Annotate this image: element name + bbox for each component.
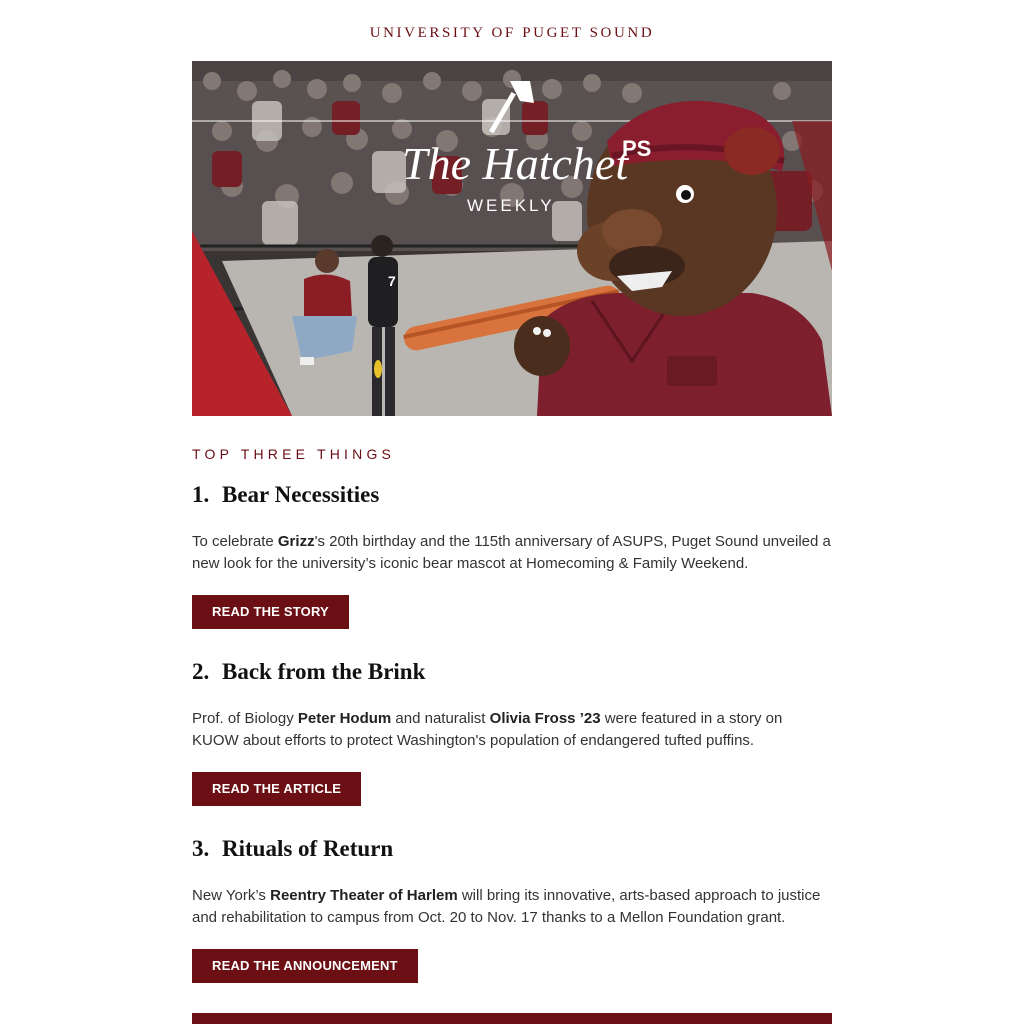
svg-text:7: 7 [388,273,396,289]
item-2-body: Prof. of Biology Peter Hodum and naturalist Olivia Fross ’23 were featured in a story on KUOW about efforts to protect Washington's population of endangered tufted puffins. [192,710,783,749]
university-wordmark[interactable]: UNIVERSITY OF PUGET SOUND [369,25,655,41]
item-3-title [192,836,393,862]
read-announcement-button[interactable]: READ THE ANNOUNCEMENT [192,949,418,983]
item-1-body: To celebrate Grizz's 20th birthday and the 115th anniversary of ASUPS, Puget Sound unveiled a new look for the university’s iconic bear mascot at Homecoming & Family Weekend. [192,533,831,572]
item-1-title-text: Bear Necessities [222,482,380,507]
item-1-number: 1. [192,482,210,507]
read-story-button[interactable]: READ THE STORY [192,595,349,629]
item-3-title-text: Rituals of Return [222,836,394,861]
newsletter-title: The Hatchet [402,138,629,189]
newsletter-subtitle: WEEKLY [467,196,555,215]
item-3-body: New York’s Reentry Theater of Harlem will bring its innovative, arts-based approach to justice and rehabilitation to campus from Oct. 20 to Nov. 17 thanks to a Mellon Foundation grant. [192,887,821,926]
hero-banner[interactable] [192,61,832,416]
footer-bar [192,1013,832,1024]
read-article-button[interactable]: READ THE ARTICLE [192,772,361,806]
item-1-title [192,482,379,508]
item-2-title [192,659,425,685]
item-2-title-text: Back from the Brink [222,659,426,684]
hat-logo: PS [622,136,652,161]
item-2-number: 2. [192,659,210,684]
section-label: TOP THREE THINGS [192,446,396,462]
item-3-number: 3. [192,836,210,861]
